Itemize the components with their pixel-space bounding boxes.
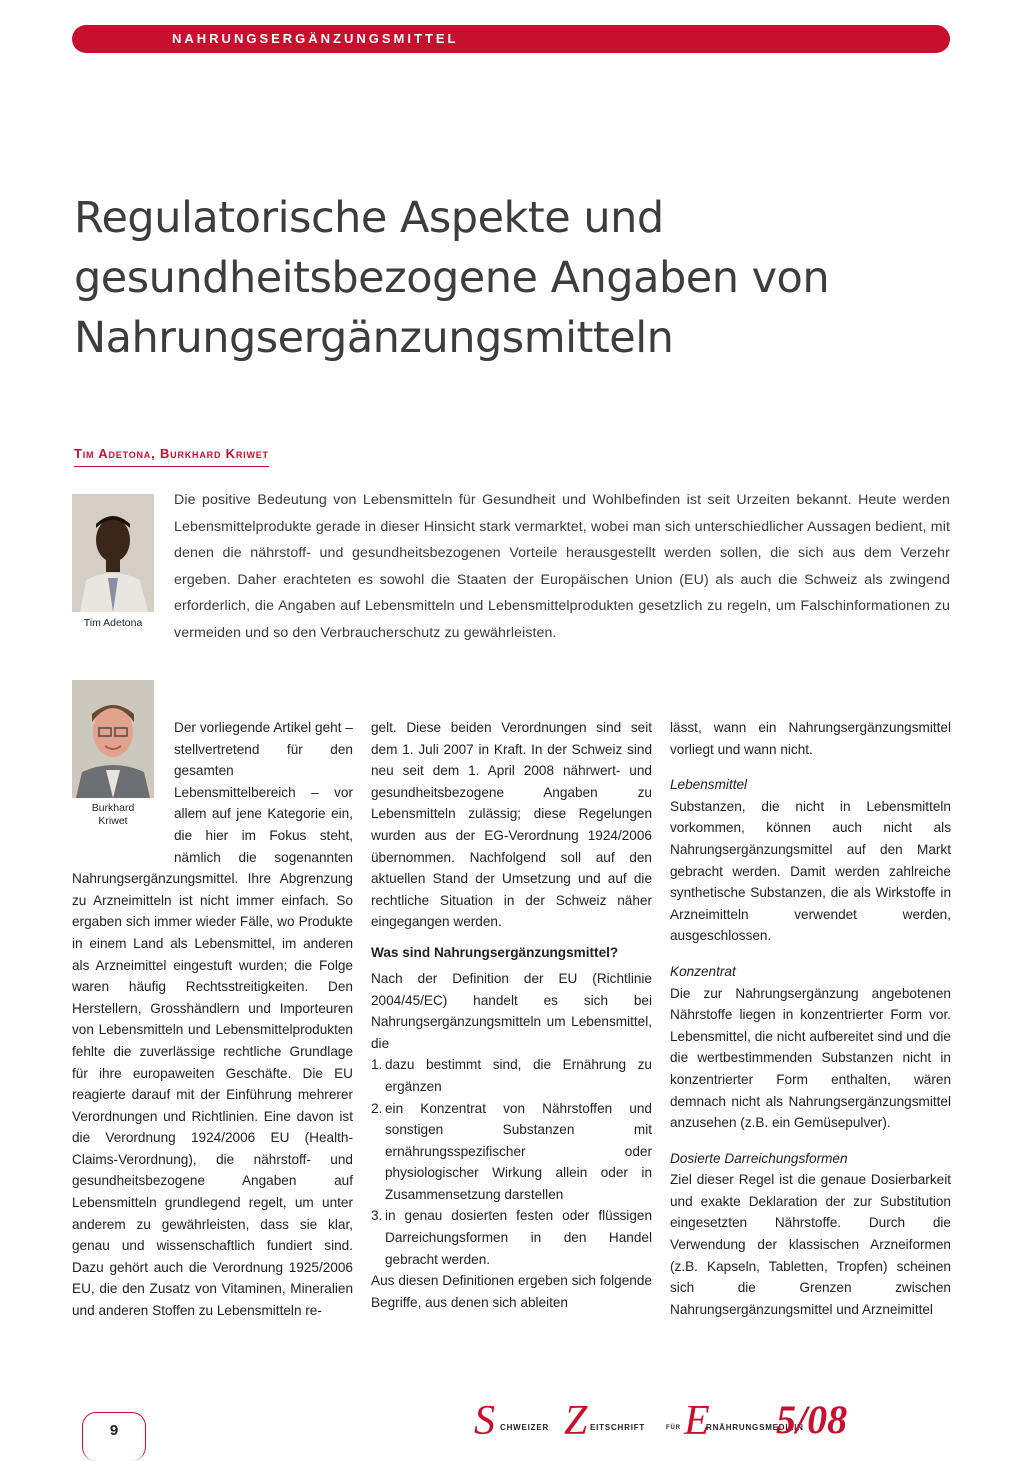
col3-paragraph-1: lässt, wann ein Nahrungsergänzungsmittel vorliegt und wann nicht.	[670, 720, 951, 757]
title-line-2: gesundheitsbezogene Angaben von	[74, 253, 830, 303]
journal-word-1: CHWEIZER	[500, 1423, 550, 1432]
col2-paragraph-2: Nach der Definition der EU (Richtlinie 2004/45/EC) handelt es sich bei Nahrungsergänzungsmitteln um Lebensmittel, die	[371, 970, 652, 1051]
author-1-last: Adetona	[98, 446, 152, 461]
journal-letter-s: S	[474, 1398, 495, 1444]
col2-paragraph-1: gelt. Diese beiden Verordnungen sind seit dem 1. Juli 2007 in Kraft. In der Schweiz sind neu seit dem 1. April 2008 nährwert- und gesundheitsbezogene Angaben zu Lebensmitteln zulässig; diese Regelungen wurden aus der EG-Verordnung 1924/2006 übernommen. Nachfolgend soll auf den aktuellen Stand der Umsetzung und auf die rechtliche Situation in der Schweiz näher eingegangen werden.	[371, 720, 652, 930]
journal-letter-z: Z	[564, 1398, 588, 1444]
col2-paragraph-3: Aus diesen Definitionen ergeben sich folgende Begriffe, aus denen sich ableiten	[371, 1273, 652, 1310]
list-text: in genau dosierten festen oder flüssigen Darreichungsformen in den Handel gebracht werden.	[385, 1208, 652, 1267]
col3-paragraph-2: Substanzen, die nicht in Lebensmitteln vorkommen, können auch nicht als Nahrungsergänzungsmittel auf den Markt gebracht werden. Damit werden zahlreiche synthetische Substanzen, die als Wirkstoffe in Arzneimitteln verwendet werden, ausgeschlossen.	[670, 798, 951, 944]
list-item	[371, 1205, 652, 1270]
list-item	[371, 1098, 652, 1206]
journal-word-4: RNÄHRUNGSMEDIZIN	[706, 1423, 804, 1432]
issue-number: 5/08	[776, 1397, 848, 1442]
page-number: 9	[109, 1422, 119, 1439]
col3-subheading-darreichungsformen: Dosierte Darreichungsformen	[670, 1150, 848, 1166]
list-item	[371, 1054, 652, 1097]
photo-caption-adetona: Tim Adetona	[83, 617, 143, 629]
page-number-box	[82, 1412, 146, 1461]
column-2	[371, 717, 652, 1313]
list-number: 2.	[371, 1100, 383, 1116]
title-line-3: Nahrungsergänzungsmitteln	[74, 313, 674, 363]
col3-paragraph-3: Die zur Nahrungsergänzung angebotenen Nährstoffe liegen in konzentrierter Form vor. Lebensmittel, die nicht aufbereitet sind und die die wertbestimmenden Substanzen nicht in konzentrierter Form enthalten, wären demnach nicht als Nahrungsergänzungsmittel anzusehen (z.B. ein Gemüsepulver).	[670, 985, 951, 1131]
author-1-first: Tim	[74, 446, 95, 461]
author-2-last: Kriwet	[225, 446, 269, 461]
article-title	[74, 188, 974, 368]
author-2-first: Burkhard	[159, 446, 222, 461]
title-line-1: Regulatorische Aspekte und	[74, 193, 664, 243]
col2-heading: Was sind Nahrungsergänzungsmittel?	[371, 944, 619, 960]
author-line	[74, 446, 269, 467]
col3-subheading-lebensmittel: Lebensmittel	[670, 777, 748, 793]
section-label: NAHRUNGSERGÄNZUNGSMITTEL	[172, 31, 459, 46]
author-photo-adetona	[72, 494, 154, 612]
list-text: dazu bestimmt sind, die Ernährung zu ergänzen	[385, 1057, 652, 1094]
author-separator: ,	[151, 446, 156, 461]
section-banner	[72, 25, 950, 53]
col3-subheading-konzentrat: Konzentrat	[670, 963, 736, 979]
journal-word-2: EITSCHRIFT	[590, 1423, 646, 1432]
caption-line-1: Burkhard	[91, 802, 135, 814]
list-number: 1.	[371, 1057, 383, 1073]
col3-paragraph-4: Ziel dieser Regel ist die genaue Dosierbarkeit und exakte Deklaration der zur Substitution eingesetzten Nährstoffe. Durch die Verwendung der klassischen Arzneiformen (z.B. Kapseln, Tabletten, Tropfen) scheinen sich die Grenzen zwischen Nahrungsergänzungsmittel und Arzneimittel	[670, 1172, 951, 1317]
intro-paragraph: Die positive Bedeutung von Lebensmitteln für Gesundheit und Wohlbefinden ist seit Urzeiten bekannt. Heute werden Lebensmittelprodukte gerade in dieser Hinsicht stark vermarktet, wobei man sich unterschiedlicher Aussagen bedient, mit denen die nährstoff- und gesundheitsbezogenen Vorteile herausgestellt werden sollen, die sich aus dem Verzehr ergeben. Daher erachteten es sowohl die Staaten der Europäischen Union (EU) als auch die Schweiz als zwingend erforderlich, die Angaben auf Lebensmitteln und Lebensmittelprodukten gesetzlich zu regeln, um Falschinformationen zu vermeiden und so den Verbraucherschutz zu gewährleisten.	[174, 492, 950, 641]
caption-line-2: Kriwet	[98, 815, 128, 827]
column-1	[72, 717, 353, 1322]
photo-spacer	[72, 717, 174, 857]
column-3	[670, 717, 951, 1320]
col1-paragraph: Der vorliegende Artikel geht – stellvertretend für den gesamten Lebensmittelbereich – vor allem auf jene Kategorie ein, die hier im Fokus steht, nämlich die sogenannten Nahrungsergänzungsmittel. Ihre Abgrenzung zu Arzneimitteln ist nicht immer einfach. So ergaben sich immer wieder Fälle, wo Produkte in einem Land als Lebensmittel, im anderen als Arzneimittel eingestuft wurden; die Folge waren häufig Rechtsstreitigkeiten. Den Herstellern, Grosshändlern und Importeuren von Lebensmitteln und Lebensmittelprodukten fehlte die zuverlässige rechtliche Grundlage für ihre europaweiten Geschäfte. Die EU reagierte darauf mit der Einführung mehrerer Verordnungen und Richtlinien. Eine davon ist die Verordnung 1924/2006 EU (Health-Claims-Verordnung), die nährstoff- und gesundheitsbezogene Angaben auf Lebensmitteln grundlegend regelt, um unter anderem zu gewährleisten, dass sie klar, genau und wissenschaftlich fundiert sind. Dazu gehört auch die Verordnung 1925/2006 EU, die den Zusatz von Vitaminen, Mineralien und anderen Stoffen zu Lebensmitteln re-	[72, 720, 353, 1319]
journal-letter-e: E	[684, 1398, 710, 1444]
list-text: ein Konzentrat von Nährstoffen und sonstigen Substanzen mit ernährungsspezifischer oder physiologischer Wirkung allein oder in Zusammensetzung darstellen	[385, 1100, 652, 1202]
journal-word-3: FÜR	[666, 1425, 681, 1431]
list-number: 3.	[371, 1208, 383, 1224]
